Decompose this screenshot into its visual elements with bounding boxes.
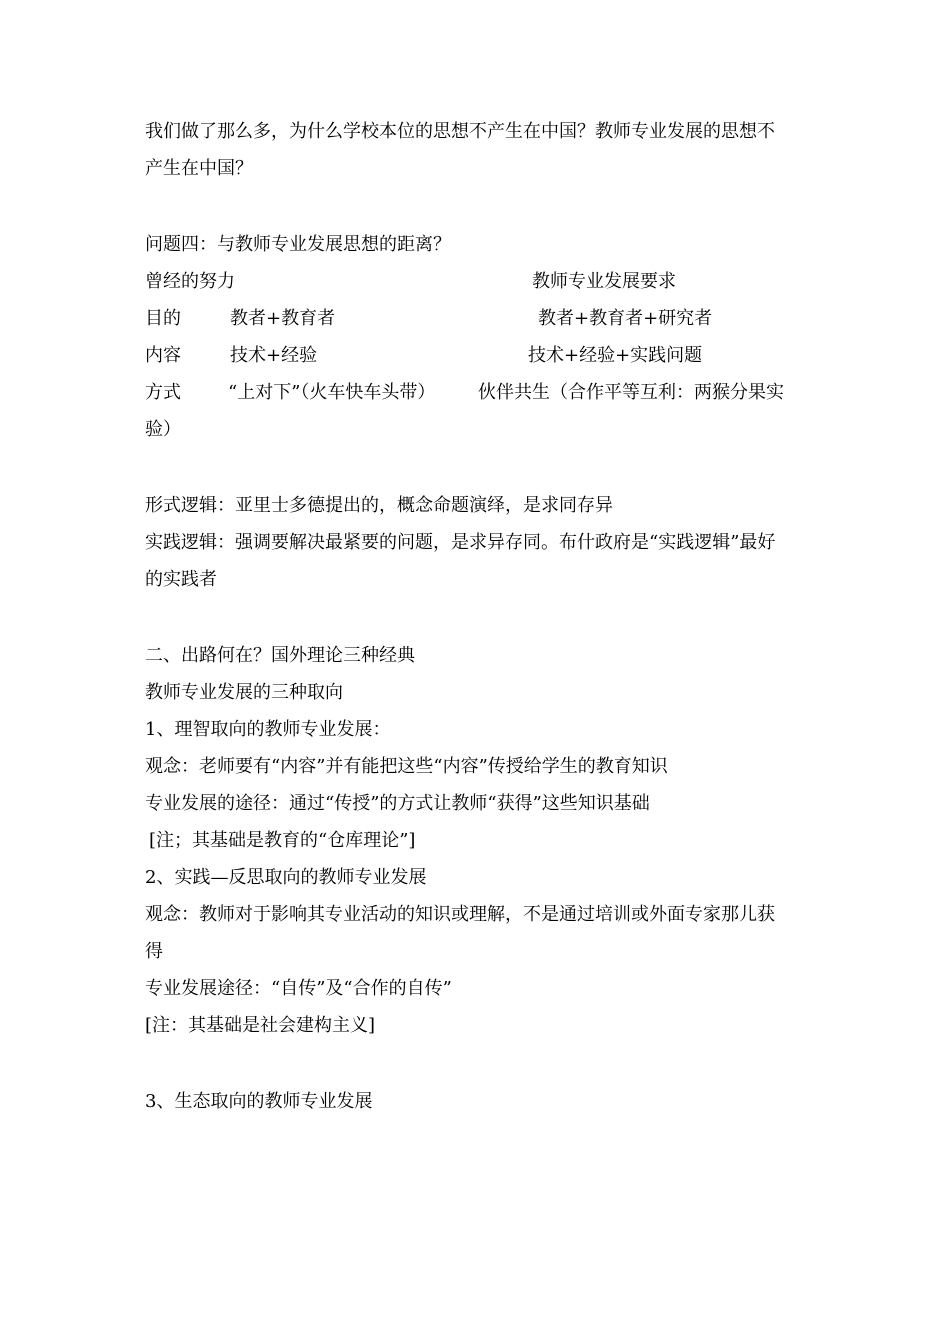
- row-past-value: 技术+经验: [230, 345, 318, 366]
- item-path: 专业发展途径：“自传”及“合作的自传”: [145, 978, 452, 999]
- question-heading: 问题四：与教师专业发展思想的距离？: [145, 234, 451, 255]
- section-heading: 二、出路何在？国外理论三种经典: [145, 645, 415, 666]
- practical-logic-line: 的实践者: [145, 569, 217, 590]
- row-label: 方式: [145, 382, 181, 403]
- row-requirement-value: 伙伴共生（合作平等互利：两猴分果实: [478, 382, 784, 403]
- column-header-past: 曾经的努力: [145, 271, 235, 292]
- item-note: [注：其基础是社会建构主义]: [145, 1015, 376, 1036]
- item-title: 3、生态取向的教师专业发展: [145, 1091, 373, 1112]
- item-title: 2、实践—反思取向的教师专业发展: [145, 867, 427, 888]
- row-requirement-value: 技术+经验+实践问题: [528, 345, 703, 366]
- row-continuation: 验）: [145, 419, 181, 440]
- column-header-requirement: 教师专业发展要求: [532, 271, 676, 292]
- row-past-value: “上对下”（火车快车头带）: [228, 382, 436, 403]
- practical-logic-line: 实践逻辑：强调要解决最紧要的问题，是求异存同。布什政府是“实践逻辑”最好: [145, 532, 776, 553]
- item-concept: 观念：老师要有“内容”并有能把这些“内容”传授给学生的教育知识: [145, 756, 668, 777]
- row-label: 内容: [145, 345, 181, 366]
- item-title: 1、理智取向的教师专业发展：: [145, 719, 391, 740]
- paragraph-line: 产生在中国？: [145, 158, 253, 179]
- paragraph-line: 我们做了那么多，为什么学校本位的思想不产生在中国？教师专业发展的思想不: [145, 121, 775, 142]
- item-path: 专业发展的途径：通过“传授”的方式让教师“获得”这些知识基础: [145, 793, 650, 814]
- row-requirement-value: 教者+教育者+研究者: [538, 308, 713, 329]
- item-concept: 得: [145, 941, 163, 962]
- formal-logic-line: 形式逻辑：亚里士多德提出的，概念命题演绎，是求同存异: [145, 495, 613, 516]
- item-concept: 观念：教师对于影响其专业活动的知识或理解，不是通过培训或外面专家那儿获: [145, 904, 775, 925]
- section-subheading: 教师专业发展的三种取向: [145, 682, 343, 703]
- row-label: 目的: [145, 308, 181, 329]
- row-past-value: 教者+教育者: [230, 308, 336, 329]
- item-note: [注；其基础是教育的“仓库理论”]: [149, 830, 416, 851]
